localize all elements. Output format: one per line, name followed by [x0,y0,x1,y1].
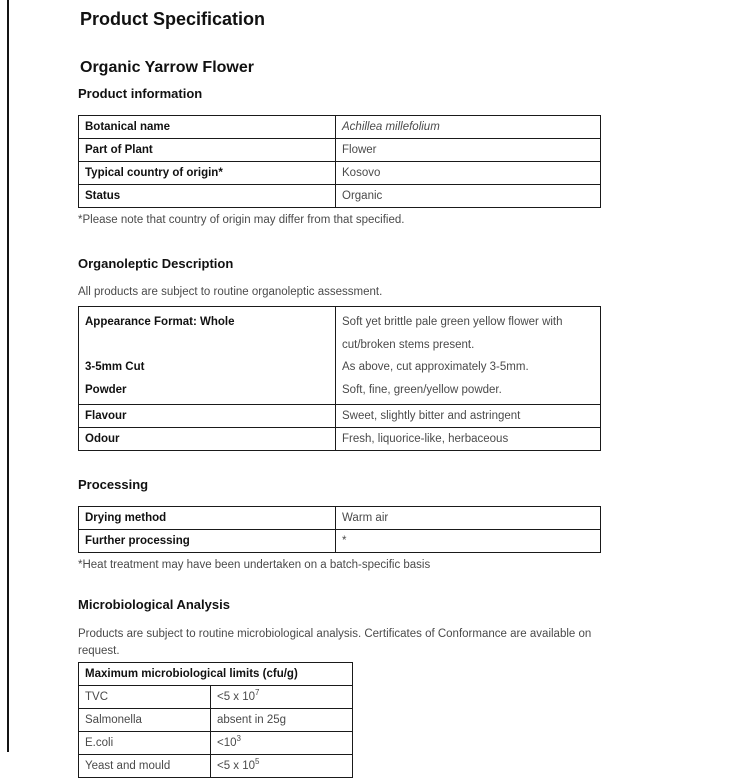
microbiological-intro-line: request. [78,645,120,657]
page-left-border [7,0,9,752]
document-title: Product Specification [80,9,266,29]
table-row [79,116,601,139]
table-row [79,139,601,162]
appearance-label: Appearance Format: Whole [85,316,235,328]
row-label: Flavour [79,405,336,428]
limit-cell [211,709,353,732]
row-value: Organic [336,185,601,208]
appearance-label: 3-5mm Cut [85,361,145,373]
row-label: Odour [79,428,336,451]
table-row [79,709,353,732]
row-value: Flower [336,139,601,162]
row-label: Part of Plant [79,139,336,162]
product-name-heading: Organic Yarrow Flower [80,59,254,76]
limit-value: <10 [217,736,237,749]
row-label: Typical country of origin* [79,162,336,185]
appearance-description-line: Soft yet brittle pale green yellow flower with [342,316,563,328]
table-header-row [79,663,353,686]
limit-value: absent in 25g [217,713,287,726]
microbiological-limits-table [78,662,353,778]
origin-footnote: *Please note that country of origin may differ from that specified. [78,214,405,226]
appearance-labels-cell [79,307,336,405]
row-value: * [336,530,601,553]
organoleptic-table [78,306,601,451]
limit-exponent: 3 [236,733,241,743]
appearance-description-cell [336,307,601,405]
product-information-table [78,115,601,208]
limit-exponent: 5 [255,756,260,766]
section-heading-microbiological: Microbiological Analysis [78,597,230,612]
organism-cell: TVC [79,686,211,709]
table-row [79,405,601,428]
section-heading-product-information: Product information [78,86,203,101]
table-row [79,185,601,208]
microbiological-intro-line: Products are subject to routine microbiological analysis. Certificates of Conformance are available on [78,628,592,640]
limit-exponent: 7 [255,687,260,697]
document-page [78,0,618,778]
limit-cell [211,732,353,755]
table-row [79,732,353,755]
table-row [79,530,601,553]
limit-cell [211,755,353,778]
appearance-description-line: As above, cut approximately 3-5mm. [342,361,529,373]
row-label: Drying method [79,507,336,530]
table-row [79,507,601,530]
heat-treatment-footnote: *Heat treatment may have been undertaken on a batch-specific basis [78,559,431,571]
table-row [79,428,601,451]
row-label: Status [79,185,336,208]
appearance-label: Powder [85,383,127,396]
organism-cell: E.coli [79,732,211,755]
microbiological-intro [78,626,618,660]
section-heading-organoleptic: Organoleptic Description [78,256,234,271]
row-value: Sweet, slightly bitter and astringent [336,405,601,428]
row-label: Botanical name [79,116,336,139]
limit-value: <5 x 10 [217,690,256,703]
organism-cell: Salmonella [79,709,211,732]
limit-value: <5 x 10 [217,759,256,772]
table-row [79,755,353,778]
organoleptic-intro: All products are subject to routine organoleptic assessment. [78,286,383,298]
appearance-description-line: Soft, fine, green/yellow powder. [342,383,502,396]
appearance-row [79,307,601,405]
appearance-description-line: cut/broken stems present. [342,338,475,351]
row-value: Achillea millefolium [336,116,601,139]
row-value: Fresh, liquorice-like, herbaceous [336,428,601,451]
row-value: Kosovo [336,162,601,185]
limit-cell [211,686,353,709]
table-row [79,162,601,185]
organism-cell: Yeast and mould [79,755,211,778]
limits-table-header: Maximum microbiological limits (cfu/g) [79,663,353,686]
row-label: Further processing [79,530,336,553]
table-row [79,686,353,709]
row-value: Warm air [336,507,601,530]
processing-table [78,506,601,553]
section-heading-processing: Processing [78,477,149,492]
